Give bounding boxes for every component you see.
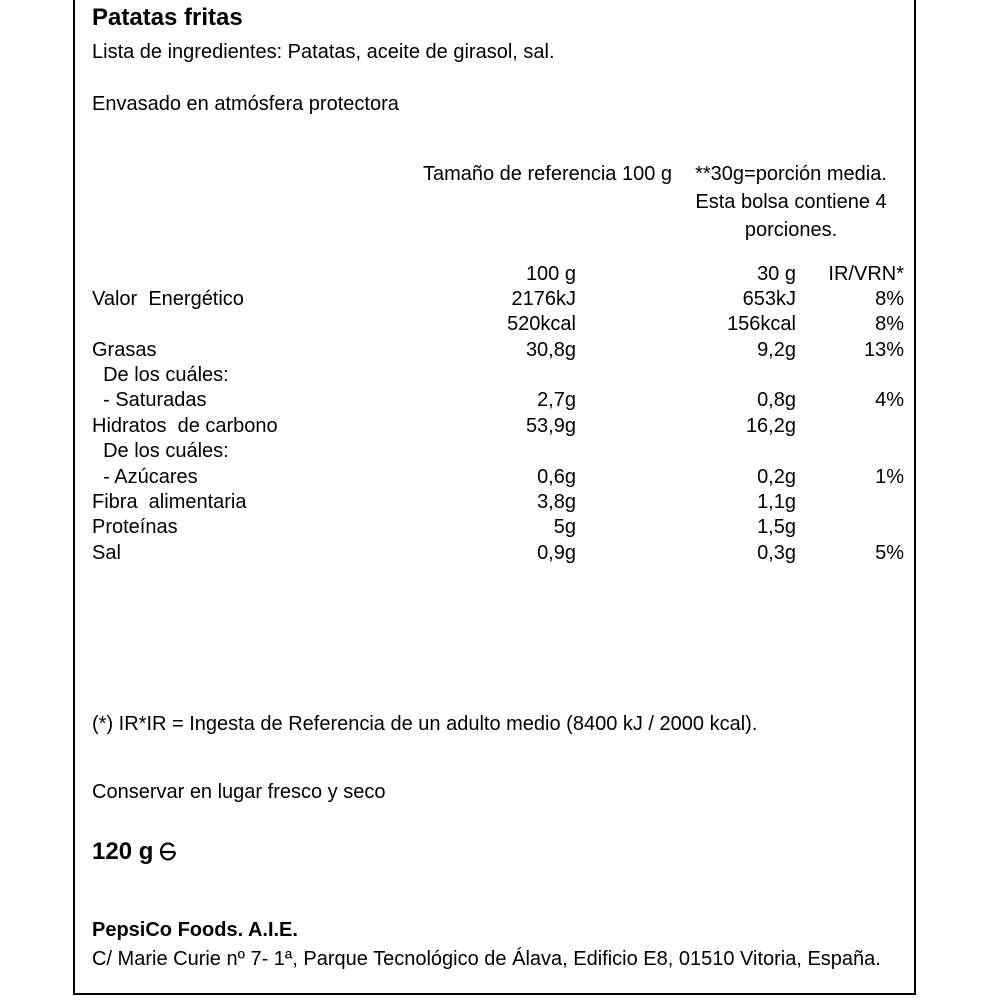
nutrient-value-ir: 8% (875, 288, 904, 310)
ingredients-list: Lista de ingredientes: Patatas, aceite de girasol, sal. (92, 41, 555, 63)
nutrient-value-100g: 2176kJ (511, 288, 576, 310)
nutrient-value-ir: 13% (863, 339, 904, 361)
nutrient-label: - Azúcares (92, 466, 198, 488)
nutrient-label: Sal (92, 542, 121, 564)
nutrient-value-30g: 0,2g (757, 466, 796, 488)
column-header-100g: 100 g (525, 263, 576, 285)
nutrient-value-30g: 156kcal (727, 313, 796, 335)
company-address: C/ Marie Curie nº 7- 1ª, Parque Tecnológico de Álava, Edificio E8, 01510 Vitoria, España. (92, 948, 881, 970)
nutrient-value-30g: 653kJ (742, 288, 796, 310)
nutrient-value-30g: 0,3g (757, 542, 796, 564)
nutrient-value-30g: 9,2g (757, 339, 796, 361)
nutrient-value-30g: 1,1g (757, 491, 796, 513)
nutrient-value-100g: 53,9g (525, 415, 576, 437)
nutrient-value-100g: 5g (553, 516, 576, 538)
nutrient-value-100g: 2,7g (537, 389, 576, 411)
nutrient-label: Hidratos de carbono (92, 415, 278, 437)
nutrient-label: Proteínas (92, 516, 178, 538)
column-header-30g: 30 g (757, 263, 796, 285)
nutrient-value-100g: 30,8g (525, 339, 576, 361)
nutrient-value-100g: 0,6g (537, 466, 576, 488)
nutrient-label: Fibra alimentaria (92, 491, 247, 513)
nutrient-value-ir: 8% (875, 313, 904, 335)
nutrient-value-30g: 1,5g (757, 516, 796, 538)
nutrient-value-100g: 520kcal (507, 313, 576, 335)
nutrient-value-30g: 16,2g (745, 415, 796, 437)
storage-instructions: Conservar en lugar fresco y seco (92, 781, 386, 803)
nutrient-label: - Saturadas (92, 389, 207, 411)
company-name: PepsiCo Foods. A.I.E. (92, 919, 298, 941)
product-title: Patatas fritas (92, 4, 243, 31)
column-header-ir: IR/VRN* (828, 263, 904, 285)
portion-header: **30g=porción media. Esta bolsa contiene 4 porciones. (695, 163, 887, 241)
reference-size-header: Tamaño de referencia 100 g (422, 163, 673, 185)
net-weight-value: 120 g (92, 838, 154, 865)
nutrient-label: De los cuáles: (92, 364, 229, 386)
nutrient-value-100g: 0,9g (537, 542, 576, 564)
packaging-note: Envasado en atmósfera protectora (92, 93, 399, 115)
estimated-sign-icon (157, 841, 179, 863)
nutrient-label: De los cuáles: (92, 440, 229, 462)
nutrient-value-ir: 1% (875, 466, 904, 488)
nutrient-label: Grasas (92, 339, 157, 361)
nutrient-value-ir: 5% (875, 542, 904, 564)
nutrient-value-ir: 4% (875, 389, 904, 411)
footnote: (*) IR*IR = Ingesta de Referencia de un adulto medio (8400 kJ / 2000 kcal). (92, 713, 758, 735)
net-weight (92, 838, 179, 866)
nutrient-label: Valor Energético (92, 288, 244, 310)
nutrient-value-30g: 0,8g (757, 389, 796, 411)
nutrient-value-100g: 3,8g (537, 491, 576, 513)
